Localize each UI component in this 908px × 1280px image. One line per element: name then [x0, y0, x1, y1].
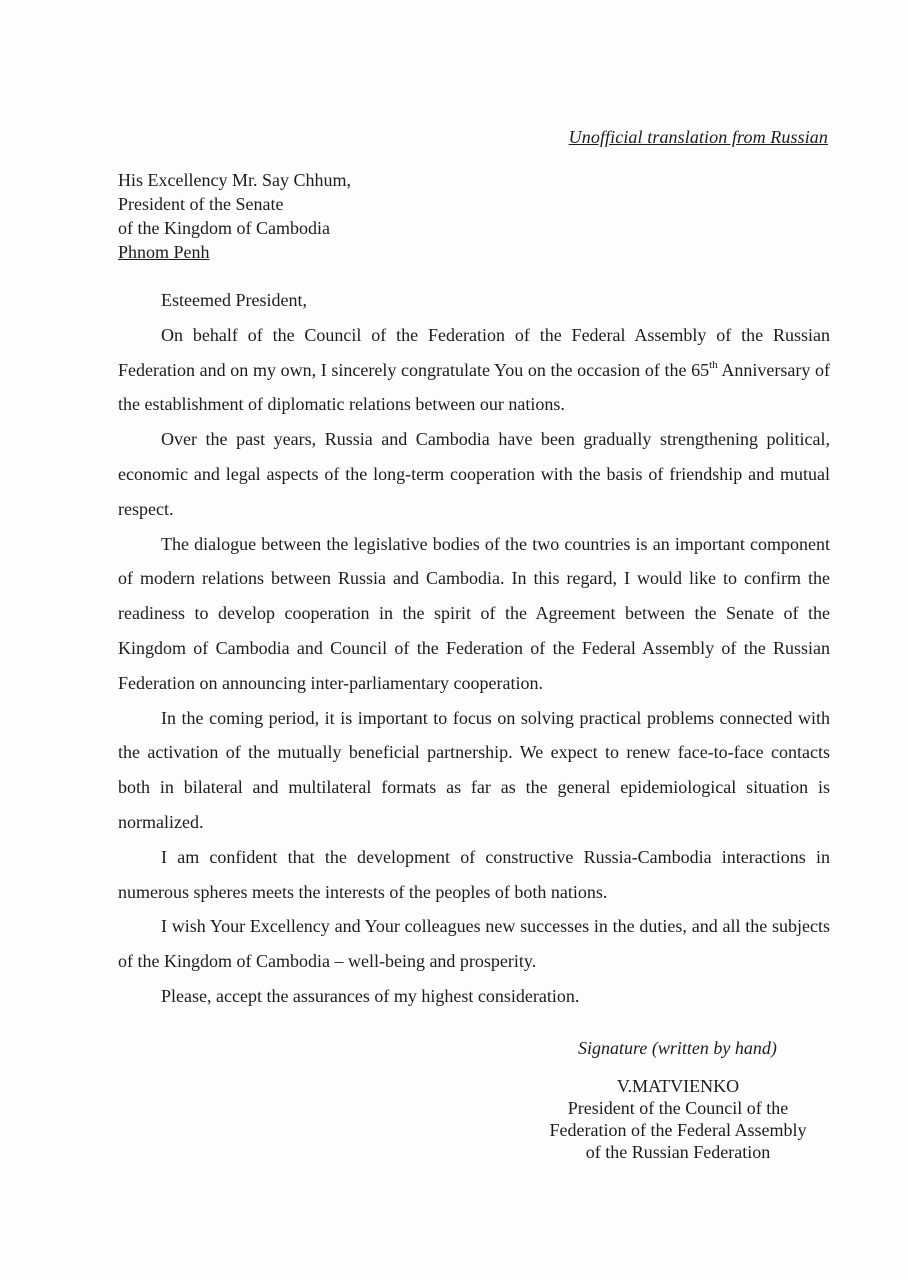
signature-note: Signature (written by hand) [578, 1038, 777, 1058]
signatory-title-line1: President of the Council of the [567, 1098, 789, 1118]
paragraph-congratulation-part2: Anniversary of the establishment of diplomatic relations between our nations. [118, 359, 830, 415]
addressee-city: Phnom Penh [118, 242, 210, 262]
signatory-title-line2: Federation of the Federal Assembly [549, 1120, 807, 1140]
signature-block [518, 1075, 838, 1163]
closing-line: Please, accept the assurances of my highest consideration. [161, 985, 580, 1006]
paragraph-dialogue: The dialogue between the legislative bodies of the two countries is an important component of modern relations between Russia and Cambodia. In this regard, I would like to confirm the readiness to develop cooperation in the spirit of the Agreement between the Senate of the Kingdom of Cambodia and Council of the Federation of the Federal Assembly of the Russian Federation on announcing inter-parliamentary cooperation. [118, 533, 830, 693]
paragraph-partnership: In the coming period, it is important to focus on solving practical problems connected with the activation of the mutually beneficial partnership. We expect to renew face-to-face contacts both in bilateral and multilateral formats as far as the general epidemiological situation is normalized. [118, 707, 830, 832]
paragraph-congratulation-part1: On behalf of the Council of the Federation of the Federal Assembly of the Russian Federation and on my own, I sincerely congratulate You on the occasion of the 65 [118, 324, 830, 380]
signatory-name: V.MATVIENKO [616, 1076, 740, 1096]
paragraph-wishes: I wish Your Excellency and Your colleagues new successes in the duties, and all the subjects of the Kingdom of Cambodia – well-being and prosperity. [118, 916, 830, 972]
addressee-block [118, 168, 351, 264]
paragraph-cooperation: Over the past years, Russia and Cambodia have been gradually strengthening political, economic and legal aspects of the long-term cooperation with the basis of friendship and mutual respect. [118, 429, 830, 519]
ordinal-suffix: th [709, 358, 718, 371]
paragraph-confidence: I am confident that the development of constructive Russia-Cambodia interactions in numerous spheres meets the interests of the peoples of both nations. [118, 846, 830, 902]
letter-body [118, 283, 830, 1014]
paragraph-congratulation [118, 318, 830, 422]
salutation: Esteemed President, [161, 290, 307, 310]
addressee-organization: of the Kingdom of Cambodia [118, 218, 330, 238]
signatory-title-line3: of the Russian Federation [585, 1142, 771, 1162]
addressee-name: His Excellency Mr. Say Chhum, [118, 170, 351, 190]
translation-note: Unofficial translation from Russian [568, 127, 828, 147]
addressee-title: President of the Senate [118, 194, 284, 214]
